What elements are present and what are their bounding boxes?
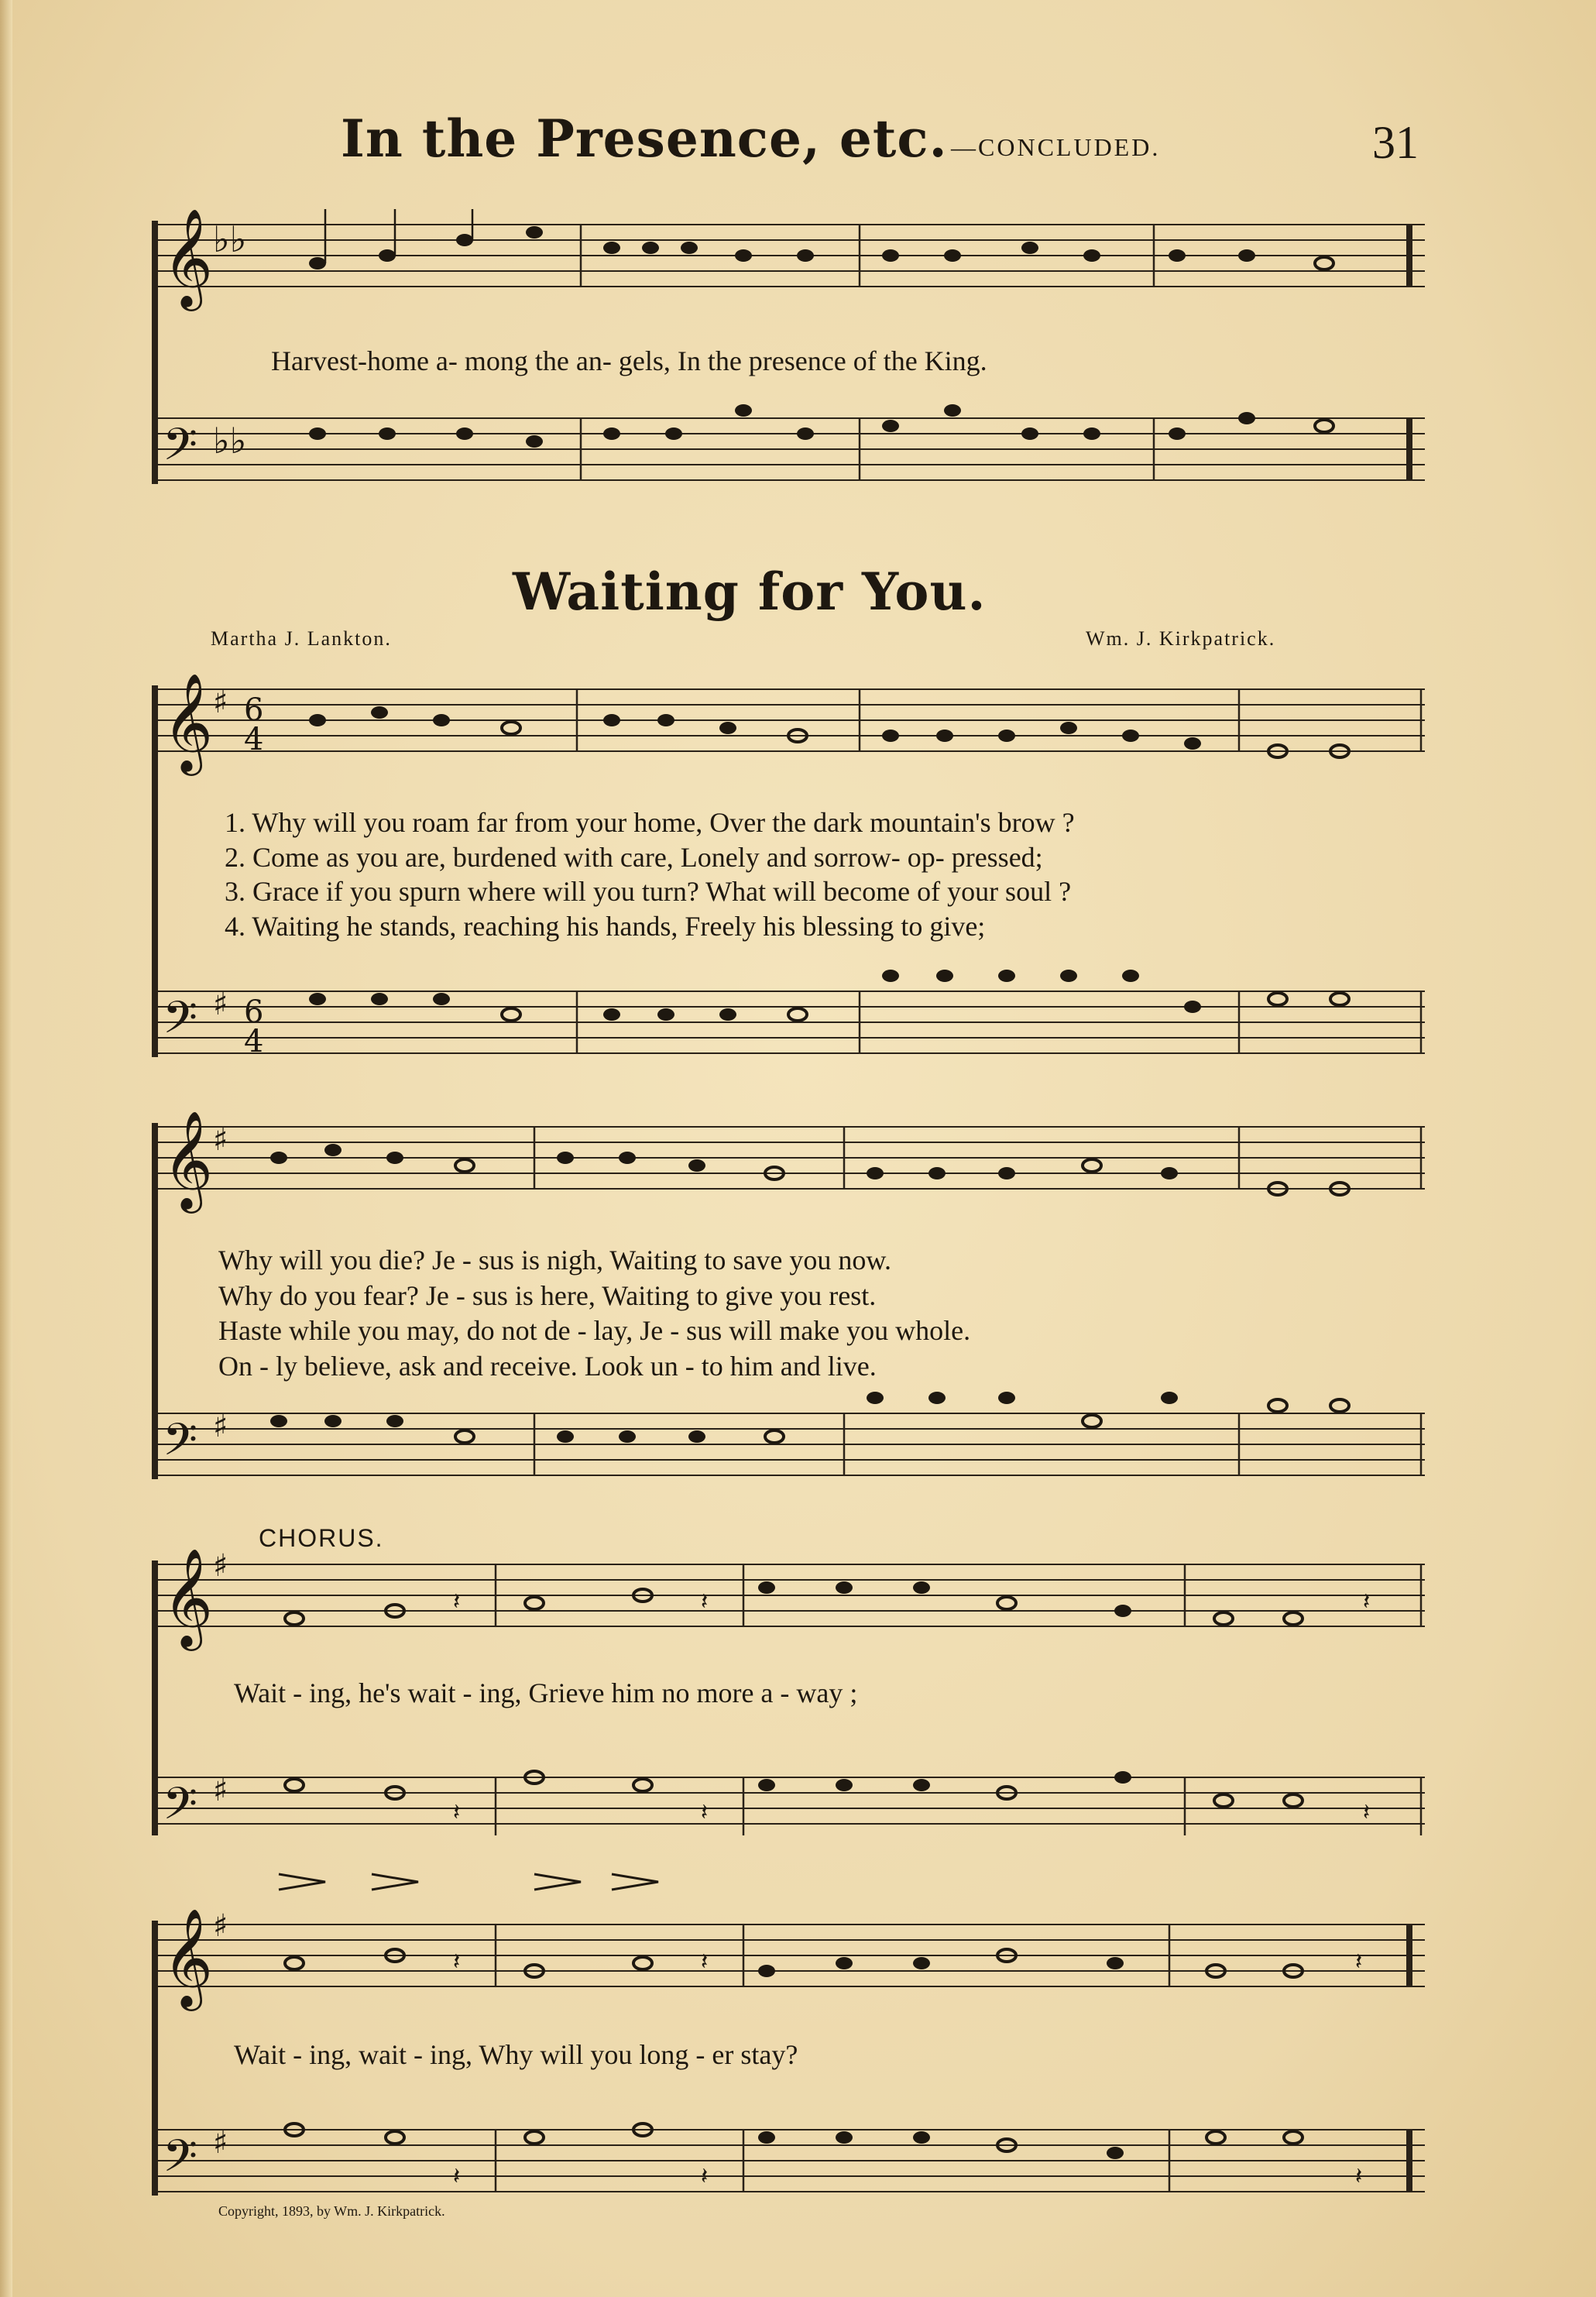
svg-text:𝄽: 𝄽 <box>1363 1588 1371 1615</box>
previous-song-lyric: Harvest-home a- mong the an- gels, In the presence of the King. <box>271 345 987 376</box>
svg-text:4: 4 <box>244 1024 264 1059</box>
page-number: 31 <box>1372 117 1419 168</box>
bass-staff <box>155 1777 1425 1835</box>
verse-1-line-2: Why will you die? Je - sus is nigh, Waiting to save you now. <box>218 1245 892 1276</box>
bass-clef-icon: 𝄢 <box>163 991 198 1055</box>
svg-text:4: 4 <box>244 722 264 757</box>
treble-clef-icon: 𝄞 <box>163 1907 214 2007</box>
verse-4-line-2: On - ly believe, ask and receive. Look un - to him and live. <box>218 1350 877 1382</box>
bass-clef-icon: 𝄢 <box>163 1413 198 1477</box>
bass-staff <box>155 991 1425 1053</box>
concluded-label: —CONCLUDED. <box>951 133 1161 161</box>
bass-staff <box>155 418 1425 480</box>
treble-staff <box>155 1924 1425 1986</box>
svg-text:𝄽: 𝄽 <box>453 1799 461 1826</box>
verse-3-line-1: 3. Grace if you spurn where will you turn? What will become of your soul ? <box>225 876 1072 907</box>
svg-text:𝄽: 𝄽 <box>453 1588 461 1615</box>
treble-clef-icon: 𝄞 <box>163 1110 214 1209</box>
verse-2-line-1: 2. Come as you are, burdened with care, Lonely and sorrow- op- pressed; <box>225 841 1043 873</box>
svg-text:𝄽: 𝄽 <box>1355 1949 1363 1976</box>
treble-staff <box>155 1564 1425 1626</box>
svg-text:𝄽: 𝄽 <box>453 1949 461 1976</box>
svg-text:6: 6 <box>244 994 264 1030</box>
notes-previous <box>309 209 1333 448</box>
svg-text:𝄽: 𝄽 <box>701 1588 709 1615</box>
dynamics <box>279 1874 658 1890</box>
treble-clef-icon: 𝄞 <box>163 1547 214 1646</box>
song-title: Waiting for You. <box>513 561 987 622</box>
treble-clef-icon: 𝄞 <box>163 209 214 307</box>
verse-2-line-2: Why do you fear? Je - sus is here, Waiting to give you rest. <box>218 1279 877 1311</box>
svg-text:♯: ♯ <box>213 2125 228 2161</box>
bass-clef-icon: 𝄢 <box>163 1777 198 1835</box>
chorus-system-2 <box>147 1859 1433 2215</box>
svg-text:♯: ♯ <box>213 685 228 720</box>
svg-text:𝄽: 𝄽 <box>1363 1799 1371 1826</box>
bass-staff <box>155 2130 1425 2192</box>
svg-text:♯: ♯ <box>213 1773 228 1808</box>
treble-staff <box>155 689 1425 751</box>
treble-staff <box>155 1127 1425 1189</box>
svg-text:♯: ♯ <box>213 1122 228 1158</box>
bass-clef-icon: 𝄢 <box>163 418 198 482</box>
svg-text:♯: ♯ <box>213 1548 228 1584</box>
treble-clef-icon: 𝄞 <box>163 672 214 771</box>
chorus-lyric-2: Wait - ing, wait - ing, Why will you long - er stay? <box>234 2039 798 2070</box>
running-title: In the Presence, etc. <box>341 108 948 169</box>
verses-block-1 <box>225 805 1075 943</box>
page-edge-shadow <box>0 0 12 2297</box>
treble-staff <box>155 225 1425 287</box>
song-composer: Wm. J. Kirkpatrick. <box>1086 627 1276 650</box>
verse-4-line-1: 4. Waiting he stands, reaching his hands, Freely his blessing to give; <box>225 910 986 942</box>
svg-text:♭♭: ♭♭ <box>213 218 247 260</box>
svg-text:𝄽: 𝄽 <box>701 2163 709 2190</box>
previous-song-system <box>147 209 1433 550</box>
chorus-label: CHORUS. <box>259 1524 384 1552</box>
chorus-lyric-1: Wait - ing, he's wait - ing, Grieve him no more a - way ; <box>234 1677 858 1708</box>
svg-text:𝄽: 𝄽 <box>453 2163 461 2190</box>
bass-staff <box>155 1413 1425 1475</box>
svg-text:𝄽: 𝄽 <box>701 1949 709 1976</box>
svg-text:♯: ♯ <box>213 987 228 1022</box>
copyright-notice: Copyright, 1893, by Wm. J. Kirkpatrick. <box>218 2203 445 2219</box>
verse-1-line-1: 1. Why will you roam far from your home, Over the dark mountain's brow ? <box>225 807 1075 838</box>
svg-text:𝄽: 𝄽 <box>1355 2163 1363 2190</box>
bass-clef-icon: 𝄢 <box>163 2130 198 2193</box>
svg-text:♯: ♯ <box>213 1908 228 1944</box>
verse-3-line-2: Haste while you may, do not de - lay, Je - sus will make you whole. <box>218 1315 971 1346</box>
verses-block-2 <box>218 1243 970 1384</box>
svg-text:𝄽: 𝄽 <box>701 1799 709 1826</box>
svg-text:♭♭: ♭♭ <box>213 420 247 462</box>
time-signature: 6 <box>244 692 264 728</box>
svg-text:♯: ♯ <box>213 1409 228 1444</box>
song-author: Martha J. Lankton. <box>211 627 392 650</box>
